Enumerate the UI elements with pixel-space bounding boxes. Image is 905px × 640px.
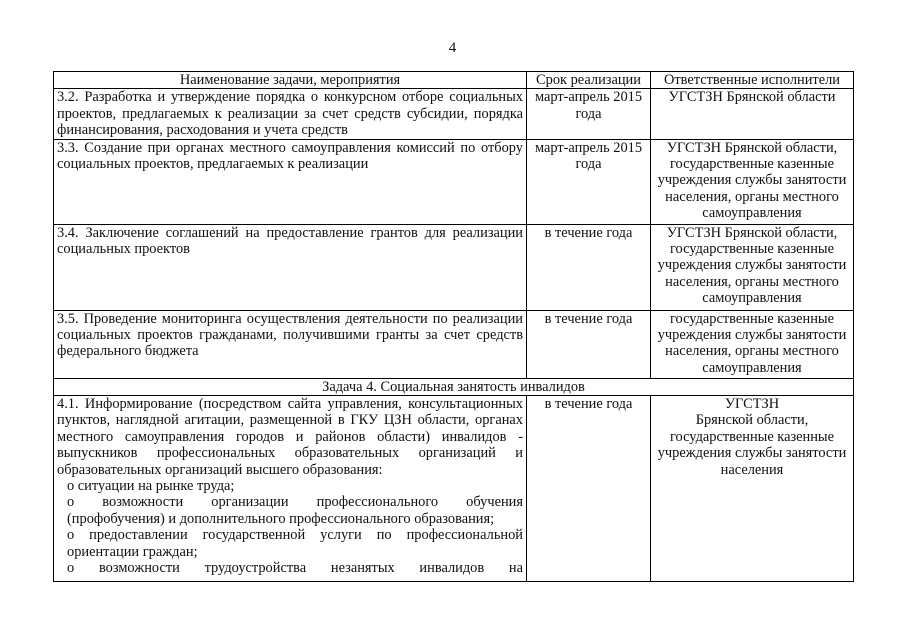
executors-head: УГСТЗН — [724, 396, 780, 413]
task-cell: 3.5. Проведение мониторинга осуществления деятельности по реализации социальных проектов гражданами, получившими гранты за счет средств федерального бюджета — [54, 310, 527, 378]
header-executors: Ответственные исполнители — [651, 72, 854, 89]
executors-cell — [651, 396, 854, 582]
table-row — [54, 396, 854, 582]
table-row — [54, 224, 854, 310]
task-intro: 4.1. Информирование (посредством сайта управления, консультационных пунктов, наглядной агитации, размещенной в ГКУ ЦЗН области, органах местного самоуправления городов и районов области) инвалидов - выпускников профессиональных образовательных организаций и образовательных организаций высшего образования: — [57, 396, 523, 478]
task-cell: 3.2. Разработка и утверждение порядка о конкурсном отборе социальных проектов, предлагаемых к реализации за счет средств субсидии, порядка финансирования, расходования и учета средств — [54, 89, 527, 139]
section-row — [54, 378, 854, 395]
task-bullet: о ситуации на рынке труда; — [67, 478, 235, 495]
table-row — [54, 310, 854, 378]
executors-cell: государственные казенные учреждения службы занятости населения, органы местного самоуправления — [651, 310, 854, 378]
period-cell: в течение года — [527, 224, 651, 310]
period-cell: в течение года — [527, 310, 651, 378]
task-cell — [54, 396, 527, 582]
table-row — [54, 139, 854, 224]
section-title: Задача 4. Социальная занятость инвалидов — [54, 378, 854, 395]
task-cell: 3.4. Заключение соглашений на предоставление грантов для реализации социальных проектов — [54, 224, 527, 310]
action-plan-table — [53, 71, 854, 582]
executors-cell: УГСТЗН Брянской области, государственные казенные учреждения службы занятости населения, органы местного самоуправления — [651, 224, 854, 310]
table-row — [54, 89, 854, 139]
task-bullet: о возможности организации профессионального обучения (профобучения) и дополнительного профессионального образования; — [67, 494, 523, 527]
header-period: Срок реализации — [527, 72, 651, 89]
task-cell: 3.3. Создание при органах местного самоуправления комиссий по отбору социальных проектов, предлагаемых к реализации — [54, 139, 527, 224]
executors-text: Брянской области, государственные казенные учреждения службы занятости населения — [657, 412, 847, 478]
task-bullet: о предоставлении государственной услуги по профессиональной ориентации граждан; — [67, 527, 523, 560]
period-cell: в течение года — [527, 396, 651, 582]
executors-cell: УГСТЗН Брянской области — [651, 89, 854, 139]
page-number: 4 — [448, 40, 457, 56]
period-cell: март-апрель 2015 года — [527, 89, 651, 139]
header-task: Наименование задачи, мероприятия — [54, 72, 527, 89]
table-header-row — [54, 72, 854, 89]
period-cell: март-апрель 2015 года — [527, 139, 651, 224]
task-bullet: о возможности трудоустройства незанятых инвалидов на — [67, 560, 523, 577]
executors-cell: УГСТЗН Брянской области, государственные казенные учреждения службы занятости населения, органы местного самоуправления — [651, 139, 854, 224]
